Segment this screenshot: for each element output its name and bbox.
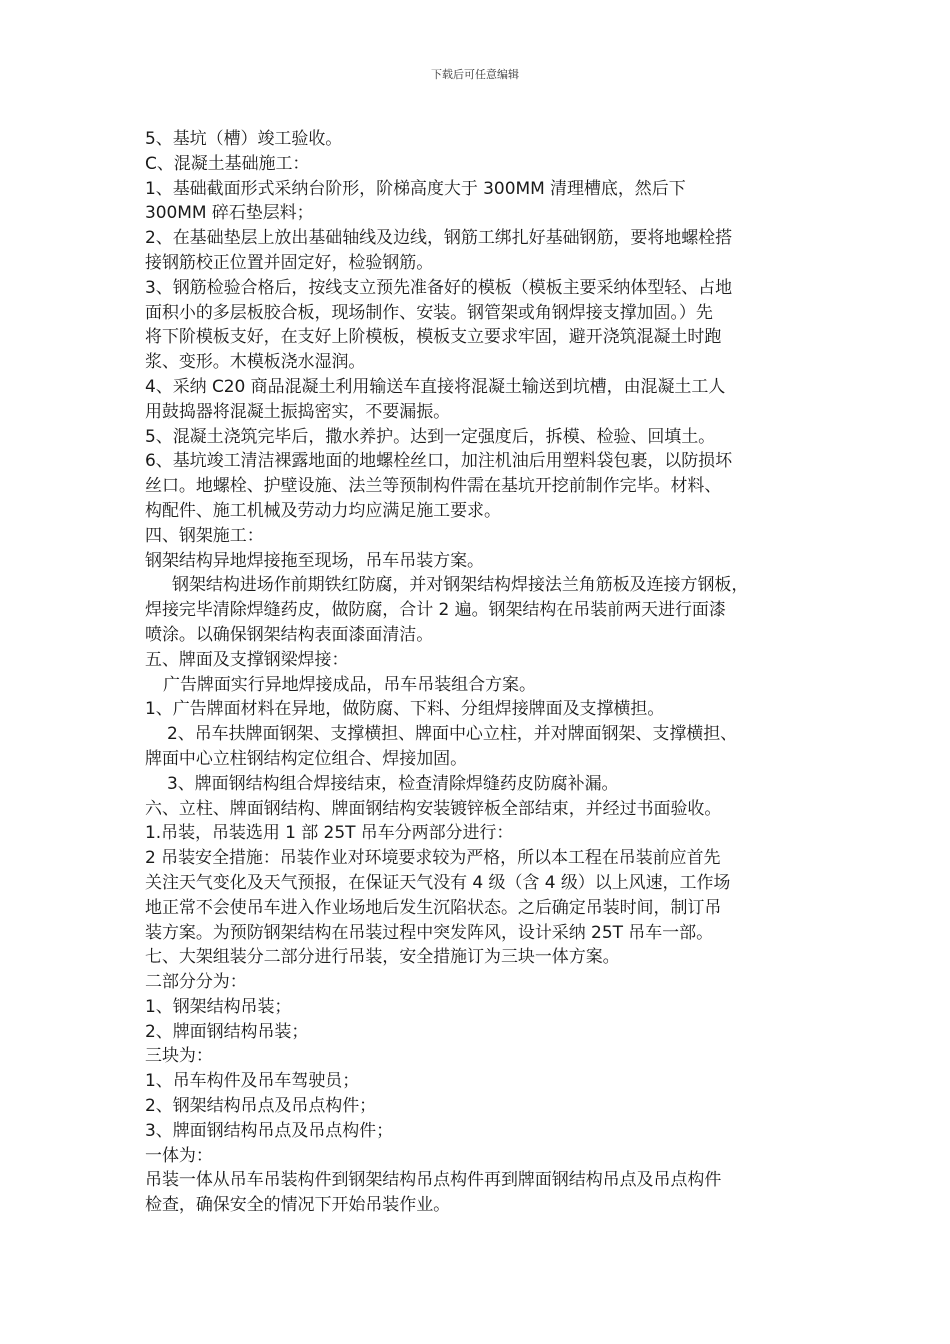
text-line: 焊接完毕清除焊缝药皮，做防腐，合计 2 遍。钢架结构在吊装前两天进行面漆 <box>145 600 726 621</box>
text-line: 牌面中心立柱钢结构定位组合、焊接加固。 <box>145 748 468 769</box>
text-line: 2、钢架结构吊点及吊点构件； <box>145 1096 377 1117</box>
text-line: 用鼓捣器将混凝土振捣密实，不要漏振。 <box>145 401 451 422</box>
text-line: 3、牌面钢结构吊点及吊点构件； <box>145 1120 394 1141</box>
text-line: 丝口。地螺栓、护壁设施、法兰等预制构件需在基坑开挖前制作完毕。材料、 <box>145 476 722 497</box>
section-heading: C、混凝土基础施工： <box>145 153 310 174</box>
text-line: 浆、变形。木模板浇水湿润。 <box>145 352 366 373</box>
text-line: 300MM 碎石垫层料； <box>145 203 314 224</box>
text-line: 面积小的多层板胶合板，现场制作、安装。钢管架或角钢焊接支撑加固。）先 <box>145 302 713 323</box>
text-line: 广告牌面实行异地焊接成品，吊车吊装组合方案。 <box>163 674 536 695</box>
text-line: 1、钢架结构吊装； <box>145 996 292 1017</box>
text-line: 3、牌面钢结构组合焊接结束，检查清除焊缝药皮防腐补漏。 <box>167 773 619 794</box>
text-line: 6、基坑竣工清洁裸露地面的地螺栓丝口，加注机油后用塑料袋包裹，以防损坏 <box>145 451 733 472</box>
text-line: 将下阶模板支好，在支好上阶模板，模板支立要求牢固，避开浇筑混凝土时跑 <box>145 327 722 348</box>
text-line: 2、牌面钢结构吊装； <box>145 1021 309 1042</box>
text-line: 一体为： <box>145 1145 213 1166</box>
text-line: 喷涂。以确保钢架结构表面漆面清洁。 <box>145 624 434 645</box>
text-line: 钢架结构异地焊接拖至现场，吊车吊装方案。 <box>145 550 484 571</box>
text-line: 1、吊车构件及吊车驾驶员； <box>145 1071 360 1092</box>
text-line: 3、钢筋检验合格后，按线支立预先准备好的模板（模板主要采纳体型轻、占地 <box>145 277 733 298</box>
section-heading: 五、牌面及支撑钢梁焊接： <box>145 649 349 670</box>
text-line: 5、混凝土浇筑完毕后，撒水养护。达到一定强度后，拆模、检验、回填土。 <box>145 426 716 447</box>
text-line: 5、基坑（槽）竣工验收。 <box>145 129 343 149</box>
text-line: 构配件、施工机械及劳动力均应满足施工要求。 <box>145 500 501 521</box>
text-line: 二部分分为： <box>145 972 247 993</box>
text-line: 关注天气变化及天气预报，在保证天气没有 4 级（含 4 级）以上风速，工作场 <box>145 872 731 893</box>
text-line: 2、在基础垫层上放出基础轴线及边线，钢筋工绑扎好基础钢筋，要将地螺栓搭 <box>145 228 733 249</box>
text-line: 装方案。为预防钢架结构在吊装过程中突发阵风，设计采纳 25T 吊车一部。 <box>145 922 714 943</box>
text-line: 2、吊车扶牌面钢架、支撑横担、牌面中心立柱，并对牌面钢架、支撑横担、 <box>167 724 738 745</box>
text-line: 1、基础截面形式采纳台阶形，阶梯高度大于 300MM 清理槽底，然后下 <box>145 178 686 199</box>
text-line: 三块为： <box>145 1046 213 1067</box>
section-heading: 七、大架组装分二部分进行吊装，安全措施订为三块一体方案。 <box>145 947 620 968</box>
page-header: 下载后可任意编辑 <box>431 68 519 81</box>
text-line: 1.吊装，吊装选用 1 部 25T 吊车分两部分进行： <box>145 823 514 844</box>
text-line: 检查，确保安全的情况下开始吊装作业。 <box>145 1195 451 1216</box>
text-line: 吊装一体从吊车吊装构件到钢架结构吊点构件再到牌面钢结构吊点及吊点构件 <box>145 1170 722 1191</box>
text-line: 2 吊装安全措施：吊装作业对环境要求较为严格，所以本工程在吊装前应首先 <box>145 848 721 869</box>
text-line: 1、广告牌面材料在异地，做防腐、下料、分组焊接牌面及支撑横担。 <box>145 699 665 720</box>
text-line: 地正常不会使吊车进入作业场地后发生沉陷状态。之后确定吊装时间，制订吊 <box>145 897 722 918</box>
document-body <box>145 127 825 1218</box>
text-line: 钢架结构进场作前期铁红防腐，并对钢架结构焊接法兰角筋板及连接方钢板， <box>172 575 749 596</box>
section-heading: 六、立柱、牌面钢结构、牌面钢结构安装镀锌板全部结束，并经过书面验收。 <box>145 798 722 819</box>
text-line: 接钢筋校正位置并固定好，检验钢筋。 <box>145 252 434 273</box>
section-heading: 四、钢架施工： <box>145 525 264 546</box>
text-line: 4、采纳 C20 商品混凝土利用输送车直接将混凝土输送到坑槽，由混凝土工人 <box>145 376 726 397</box>
